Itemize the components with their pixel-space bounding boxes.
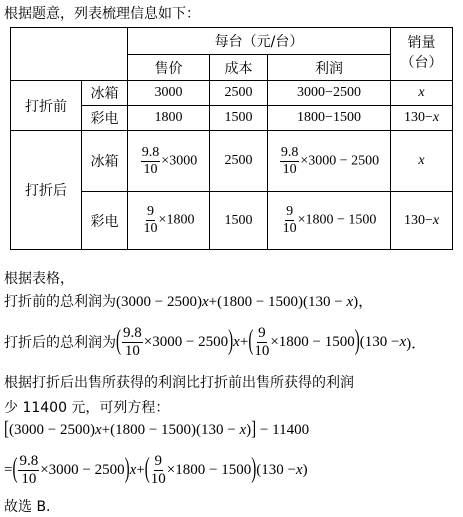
before-tv-item: 彩电 — [82, 106, 128, 131]
right-bracket: ] — [251, 419, 257, 441]
equation-line-1 — [4, 419, 310, 441]
header-profit: 利润 — [268, 55, 391, 81]
big-right-paren: ) — [228, 325, 234, 357]
fraction-numerator: 9.8 — [19, 452, 39, 469]
before-fridge-price: 3000 — [128, 81, 210, 106]
expr-var: x — [295, 461, 303, 478]
after-tv-profit-fraction — [283, 205, 297, 236]
big-right-paren: ) — [251, 453, 257, 485]
before-fridge-sales: x — [391, 81, 453, 106]
expr-part: +(1800 − 1500)(130 − — [208, 294, 347, 310]
before-fridge-cost: 2500 — [210, 81, 268, 106]
condition-line-2: 少 11400 元，可列方程： — [4, 400, 170, 416]
info-table — [10, 27, 453, 250]
fraction-denominator: 10 — [282, 221, 297, 236]
after-tv-price-tail: ×1800 — [158, 212, 195, 228]
fraction-numerator: 9.8 — [123, 324, 142, 341]
before-fridge-item: 冰箱 — [82, 81, 128, 106]
fraction — [122, 326, 143, 359]
after-total-line — [4, 322, 426, 362]
fraction-numerator: 9.8 — [280, 144, 299, 160]
expr-part: ×1800 − 1500 — [166, 461, 252, 478]
before-total-expression — [116, 294, 373, 310]
fraction-numerator: 9 — [147, 204, 155, 219]
expr-var: x — [94, 422, 102, 438]
fraction-denominator: 10 — [124, 342, 140, 359]
header-sales-line2: （台） — [400, 55, 443, 71]
after-tv-cost: 1500 — [210, 192, 268, 250]
fraction-denominator: 10 — [143, 161, 158, 177]
header-sales — [391, 28, 453, 81]
before-total-line — [4, 290, 373, 311]
fraction-denominator: 10 — [21, 470, 37, 487]
before-fridge-profit: 3000−2500 — [268, 81, 391, 106]
after-total-label: 打折后的总利润为 — [4, 335, 116, 351]
equation-line-2 — [4, 450, 308, 490]
fraction-denominator: 10 — [143, 221, 158, 236]
fraction-numerator: 9 — [286, 204, 294, 219]
plus-sign: + — [136, 461, 145, 478]
expr-part: ) — [302, 461, 308, 478]
big-left-paren: ( — [248, 325, 254, 357]
header-price: 售价 — [128, 55, 210, 81]
fraction-denominator: 10 — [254, 342, 270, 359]
fraction-denominator: 10 — [150, 470, 166, 487]
header-cost: 成本 — [210, 55, 268, 81]
expr-var: x — [399, 333, 407, 350]
fraction-numerator: 9 — [258, 324, 266, 341]
before-tv-cost: 1500 — [210, 106, 268, 131]
before-label: 打折前 — [11, 81, 82, 131]
after-tv-sales — [391, 192, 453, 250]
before-tv-sales — [391, 106, 453, 131]
expr-var: x — [233, 333, 240, 350]
after-tv-item: 彩电 — [82, 192, 128, 250]
expr-part: (130 − — [256, 461, 296, 478]
after-tv-sales-var: x — [432, 212, 440, 228]
expr-part: (130 − — [359, 333, 400, 350]
after-fridge-profit-tail: ×3000 − 2500 — [300, 153, 380, 169]
expr-part: +(1800 − 1500)(130 − — [101, 422, 240, 438]
fraction-numerator: 9.8 — [141, 144, 160, 160]
expr-part: (3000 − 2500) — [116, 294, 202, 310]
header-blank — [11, 28, 128, 81]
big-left-paren: ( — [116, 325, 121, 357]
after-total-expression — [116, 326, 426, 359]
after-fridge-price-tail: ×3000 — [161, 153, 198, 169]
after-fridge-sales: x — [391, 131, 453, 192]
big-right-paren: ) — [354, 325, 360, 357]
expr-part: − 11400 — [256, 422, 310, 438]
fraction — [18, 454, 39, 487]
header-per-unit: 每台（元/台） — [128, 28, 391, 55]
after-tv-profit — [268, 192, 391, 250]
expr-var: x — [239, 422, 247, 438]
equals-sign: = — [4, 461, 13, 478]
after-fridge-price — [128, 131, 210, 192]
before-total-label: 打折前的总利润为 — [4, 294, 116, 310]
expr-part: )． — [406, 335, 427, 352]
expr-part: (3000 − 2500) — [9, 422, 95, 438]
intro-line: 根据题意，列表梳理信息如下： — [4, 6, 200, 22]
expr-part: )， — [353, 294, 374, 310]
after-fridge-cost: 2500 — [210, 131, 268, 192]
before-tv-sales-var: x — [432, 110, 440, 125]
after-fridge-item: 冰箱 — [82, 131, 128, 192]
expr-var: x — [201, 294, 209, 310]
before-tv-price: 1800 — [128, 106, 210, 131]
fraction — [254, 326, 269, 359]
after-label: 打折后 — [11, 131, 82, 250]
expr-var: x — [129, 461, 137, 478]
left-bracket: [ — [4, 419, 9, 441]
plus-sign: + — [239, 333, 249, 350]
after-tv-price-fraction — [144, 205, 158, 236]
big-right-paren: ) — [124, 453, 130, 485]
big-left-paren: ( — [12, 453, 18, 485]
fraction — [151, 454, 166, 487]
condition-line-1: 根据打折后出售所获得的利润比打折前出售所获得的利润 — [4, 375, 354, 391]
after-tv-sales-base: 130− — [403, 212, 433, 228]
expr-var: x — [346, 294, 354, 310]
after-fridge-profit — [268, 131, 391, 192]
before-tv-sales-base: 130− — [403, 110, 433, 125]
expr-part: ×3000 − 2500 — [143, 333, 229, 350]
conclusion-line: 故选 B. — [4, 499, 51, 515]
fraction-denominator: 10 — [282, 161, 297, 177]
big-left-paren: ( — [144, 453, 150, 485]
header-sales-line1: 销量 — [407, 35, 436, 52]
after-fridge-profit-fraction — [280, 146, 300, 177]
by-table-line: 根据表格， — [4, 271, 74, 287]
expr-part: ) — [246, 422, 252, 438]
fraction-numerator: 9 — [154, 452, 163, 469]
expr-part: ×3000 − 2500 — [40, 461, 125, 478]
expr-part: ×1800 − 1500 — [270, 333, 355, 350]
before-tv-profit: 1800−1500 — [268, 106, 391, 131]
after-tv-price — [128, 192, 210, 250]
after-fridge-price-fraction — [141, 146, 161, 177]
after-tv-profit-tail: ×1800 − 1500 — [297, 212, 377, 228]
